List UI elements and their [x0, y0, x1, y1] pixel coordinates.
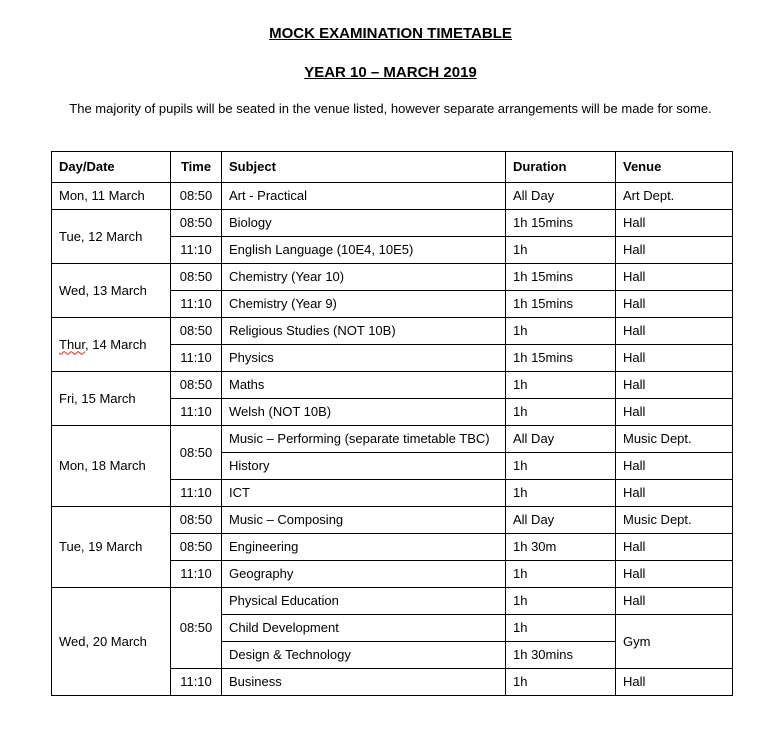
subject-cell: History: [222, 453, 506, 480]
time-cell: 08:50: [171, 183, 222, 210]
time-cell: 08:50: [171, 210, 222, 237]
venue-cell: Music Dept.: [616, 507, 733, 534]
table-row: [52, 210, 733, 237]
day-cell: Wed, 13 March: [52, 264, 171, 318]
day-cell: [52, 318, 171, 372]
duration-cell: 1h: [506, 237, 616, 264]
duration-cell: All Day: [506, 183, 616, 210]
duration-cell: 1h 30mins: [506, 642, 616, 669]
table-row: [52, 318, 733, 345]
table-row: [52, 507, 733, 534]
duration-cell: All Day: [506, 426, 616, 453]
day-cell: Fri, 15 March: [52, 372, 171, 426]
table-row: [52, 372, 733, 399]
duration-cell: 1h 15mins: [506, 264, 616, 291]
time-cell: 08:50: [171, 426, 222, 480]
duration-cell: 1h: [506, 318, 616, 345]
subject-cell: Physics: [222, 345, 506, 372]
duration-cell: 1h: [506, 399, 616, 426]
spellcheck-word: Thur: [59, 336, 86, 352]
timetable: [51, 151, 733, 696]
table-row: [52, 264, 733, 291]
subject-cell: Music – Composing: [222, 507, 506, 534]
duration-cell: 1h 15mins: [506, 345, 616, 372]
venue-cell: Hall: [616, 669, 733, 696]
duration-cell: 1h: [506, 588, 616, 615]
time-cell: 08:50: [171, 264, 222, 291]
duration-cell: 1h 15mins: [506, 210, 616, 237]
duration-cell: 1h: [506, 372, 616, 399]
table-row: [52, 426, 733, 453]
time-cell: 11:10: [171, 399, 222, 426]
venue-cell: Hall: [616, 237, 733, 264]
time-cell: 11:10: [171, 480, 222, 507]
day-cell: Mon, 11 March: [52, 183, 171, 210]
venue-cell: Hall: [616, 534, 733, 561]
duration-cell: All Day: [506, 507, 616, 534]
subject-cell: Chemistry (Year 9): [222, 291, 506, 318]
subject-cell: Music – Performing (separate timetable TBC): [222, 426, 506, 453]
subject-cell: Engineering: [222, 534, 506, 561]
time-cell: 08:50: [171, 318, 222, 345]
venue-cell: Hall: [616, 210, 733, 237]
venue-cell: Hall: [616, 588, 733, 615]
time-cell: 11:10: [171, 669, 222, 696]
venue-cell: Music Dept.: [616, 426, 733, 453]
duration-cell: 1h: [506, 615, 616, 642]
time-cell: 11:10: [171, 561, 222, 588]
venue-cell: Hall: [616, 453, 733, 480]
subject-cell: Welsh (NOT 10B): [222, 399, 506, 426]
day-cell: Mon, 18 March: [52, 426, 171, 507]
subject-cell: Business: [222, 669, 506, 696]
subject-cell: Child Development: [222, 615, 506, 642]
duration-cell: 1h: [506, 453, 616, 480]
header-time: Time: [171, 152, 222, 183]
venue-cell: Hall: [616, 480, 733, 507]
header-day: Day/Date: [52, 152, 171, 183]
time-cell: 08:50: [171, 534, 222, 561]
subject-cell: Chemistry (Year 10): [222, 264, 506, 291]
header-row: [52, 152, 733, 183]
subject-cell: Biology: [222, 210, 506, 237]
day-cell: Tue, 12 March: [52, 210, 171, 264]
time-cell: 11:10: [171, 237, 222, 264]
table-row: [52, 183, 733, 210]
subject-cell: English Language (10E4, 10E5): [222, 237, 506, 264]
time-cell: 11:10: [171, 345, 222, 372]
day-cell: Tue, 19 March: [52, 507, 171, 588]
venue-cell: Hall: [616, 318, 733, 345]
subject-cell: Art - Practical: [222, 183, 506, 210]
venue-cell: Hall: [616, 345, 733, 372]
subject-cell: Maths: [222, 372, 506, 399]
time-cell: 08:50: [171, 507, 222, 534]
venue-cell: Hall: [616, 399, 733, 426]
duration-cell: 1h: [506, 480, 616, 507]
page-subtitle: YEAR 10 – MARCH 2019: [304, 64, 477, 81]
subject-cell: Religious Studies (NOT 10B): [222, 318, 506, 345]
page-title: MOCK EXAMINATION TIMETABLE: [269, 25, 512, 42]
subject-cell: Physical Education: [222, 588, 506, 615]
duration-cell: 1h: [506, 669, 616, 696]
day-cell-date: , 14 March: [85, 336, 147, 352]
duration-cell: 1h 15mins: [506, 291, 616, 318]
venue-cell: Hall: [616, 291, 733, 318]
time-cell: 08:50: [171, 588, 222, 669]
venue-cell: Hall: [616, 264, 733, 291]
header-duration: Duration: [506, 152, 616, 183]
subject-cell: ICT: [222, 480, 506, 507]
time-cell: 08:50: [171, 372, 222, 399]
day-cell: Wed, 20 March: [52, 588, 171, 696]
seating-note: The majority of pupils will be seated in the venue listed, however separate arrangements will be made for some.: [69, 101, 712, 116]
time-cell: 11:10: [171, 291, 222, 318]
header-venue: Venue: [616, 152, 733, 183]
header-subject: Subject: [222, 152, 506, 183]
venue-cell: Gym: [616, 615, 733, 669]
subject-cell: Geography: [222, 561, 506, 588]
table-row: [52, 588, 733, 615]
duration-cell: 1h: [506, 561, 616, 588]
venue-cell: Art Dept.: [616, 183, 733, 210]
subject-cell: Design & Technology: [222, 642, 506, 669]
venue-cell: Hall: [616, 561, 733, 588]
duration-cell: 1h 30m: [506, 534, 616, 561]
venue-cell: Hall: [616, 372, 733, 399]
